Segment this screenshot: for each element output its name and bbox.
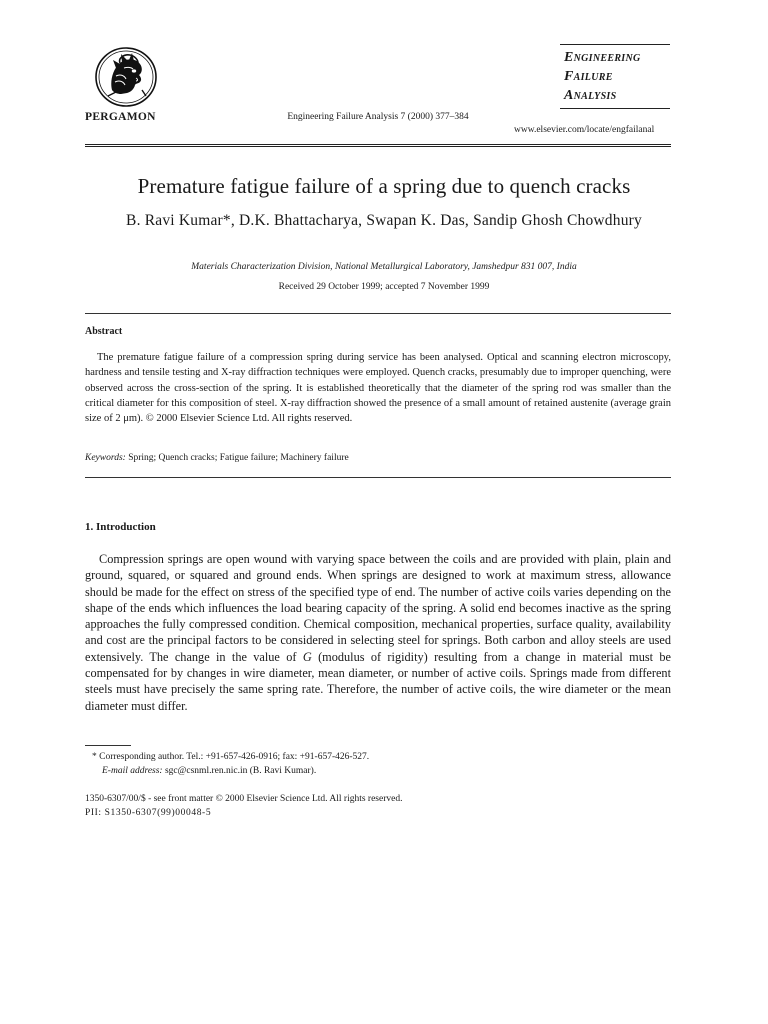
journal-citation: [0, 112, 768, 122]
journal-title-line: Analysis: [564, 88, 617, 103]
section-paragraph: [85, 551, 671, 714]
section-heading: 1. Introduction: [85, 521, 156, 533]
email-label: E-mail address:: [102, 766, 163, 776]
article-title: Premature fatigue failure of a spring due to quench cracks: [137, 174, 631, 198]
journal-citation-text: Engineering Failure Analysis 7 (2000) 377–384: [287, 112, 469, 122]
corresponding-author-note: * Corresponding author. Tel.: +91-657-426-0916; fax: +91-657-426-527.: [92, 752, 370, 762]
received-dates: Received 29 October 1999; accepted 7 November 1999: [278, 282, 490, 292]
journal-masthead: [560, 44, 670, 109]
affiliation: Materials Characterization Division, National Metallurgical Laboratory, Jamshedpur 831 007, India: [191, 262, 577, 272]
author-list: B. Ravi Kumar*, D.K. Bhattacharya, Swapan K. Das, Sandip Ghosh Chowdhury: [126, 212, 642, 229]
abstract-rule-top: [85, 313, 671, 314]
modulus-symbol: G: [302, 649, 312, 664]
paragraph-text: Compression springs are open wound with varying space between the coils and are provided with plain, plain and ground, squared, or squared and ground ends. When springs are designed to work at maximum stress, allowance should be made for the effect on stress of the specified type of end. The number of active coils varies depending on the shape of the ends which influences the load bearing capacity of the spring. A solid end becomes inactive as the spring approaches the fully compressed condition. Chemical composition, mechanical properties, surface quality, availability and cost are the principal factors to be considered in selecting steel for springs. Both carbon and alloy steels are used extensively. The change in the value of: [85, 552, 671, 664]
pergamon-logo-icon: [94, 46, 158, 108]
journal-title: [560, 45, 670, 108]
email-note: [102, 766, 316, 776]
footnote-rule: [85, 745, 131, 746]
copyright-line: 1350-6307/00/$ - see front matter © 2000 Elsevier Science Ltd. All rights reserved.: [85, 794, 403, 804]
abstract-heading: Abstract: [85, 326, 123, 337]
header-rule: [85, 146, 671, 147]
abstract-text: The premature fatigue failure of a compression spring during service has been analysed. Optical and scanning electron microscopy, hardness and tensile testing and X-ray diffraction techniques were employed. Quench cracks, presumably due to improper quenching, were observed across the cross-section of the spring. It is established theoretically that the diameter of the spring rod was smaller than the critical diameter for this composition of steel. X-ray diffraction showed the presence of a small amount of retained austenite (average grain size of 2 μm). © 2000 Elsevier Science Ltd. All rights reserved.: [85, 352, 671, 425]
paragraph-text: (modulus of rigidity) resulting from a change in material must be compensated for by changes in wire diameter, mean diameter, or number of active coils. Springs made from different steels must have precisely the same spring rate. Therefore, the number of active coils, the wire diameter or the mean diameter must differ.: [85, 649, 672, 713]
masthead-rule-bottom: [560, 108, 670, 109]
journal-title-line: Engineering: [564, 50, 641, 65]
header-rule: [85, 144, 671, 145]
keywords-label: Keywords:: [85, 453, 126, 463]
abstract-rule-bottom: [85, 477, 671, 478]
pii-line: PII: S1350-6307(99)00048-5: [85, 808, 212, 818]
keywords-text: Spring; Quench cracks; Fatigue failure; Machinery failure: [128, 453, 349, 463]
journal-title-line: Failure: [564, 69, 613, 84]
journal-url[interactable]: www.elsevier.com/locate/engfailanal: [514, 125, 655, 135]
keywords: [85, 453, 671, 463]
email-address[interactable]: sgc@csnml.ren.nic.in (B. Ravi Kumar).: [164, 766, 317, 776]
publisher-name: PERGAMON: [85, 111, 156, 123]
